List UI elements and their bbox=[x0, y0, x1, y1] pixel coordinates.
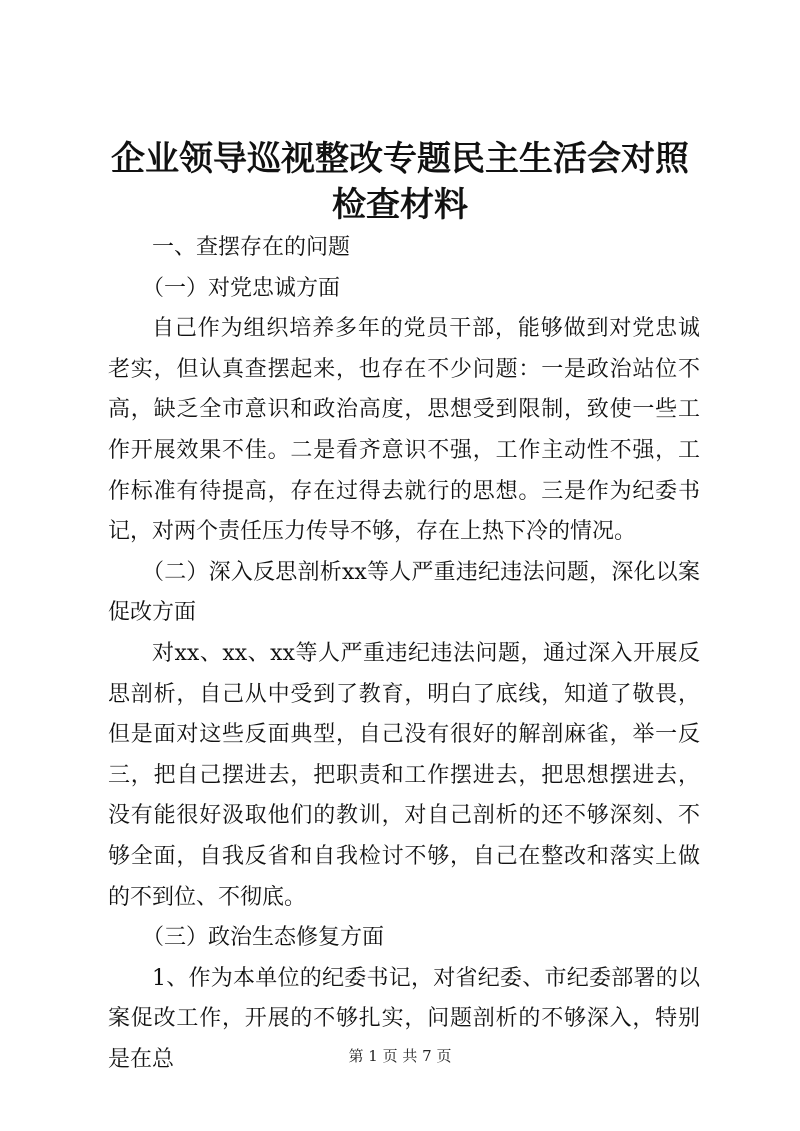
body-paragraph-1: 自己作为组织培养多年的党员干部，能够做到对党忠诚老实，但认真查摆起来，也存在不少问题：一是政治站位不高，缺乏全市意识和政治高度，思想受到限制，致使一些工作开展效果不佳。二是看齐意识不强，工作主动性不强，工作标准有待提高，存在过得去就行的思想。三是作为纪委书记，对两个责任压力传导不够，存在上热下冷的情况。 bbox=[108, 316, 700, 545]
subsection-heading-2: （二）深入反思剖析xx等人严重违纪违法问题，深化以案促改方面 bbox=[108, 559, 700, 626]
subsection-heading-3: （三）政治生态修复方面 bbox=[142, 925, 385, 951]
document-body bbox=[108, 228, 700, 1080]
subsection-heading-1: （一）对党忠诚方面 bbox=[142, 275, 341, 301]
section-heading-1: 一、查摆存在的问题 bbox=[152, 235, 351, 260]
page-footer: 第 1 页 共 7 页 bbox=[348, 1047, 452, 1065]
body-paragraph-2: 对xx、xx、xx等人严重违纪违法问题，通过深入开展反思剖析，自己从中受到了教育，明白了底线，知道了敬畏，但是面对这些反面典型，自己没有很好的解剖麻雀，举一反三，把自己摆进去，把职责和工作摆进去，把思想摆进去，没有能很好汲取他们的教训，对自己剖析的还不够深刻、不够全面，自我反省和自我检讨不够，自己在整改和落实上做的不到位、不彻底。 bbox=[108, 640, 700, 910]
document-title: 企业领导巡视整改专题民主生活会对照检查材料 bbox=[111, 139, 689, 225]
body-paragraph-3: 1、作为本单位的纪委书记，对省纪委、市纪委部署的以案促改工作，开展的不够扎实，问题剖析的不够深入，特别是在总 bbox=[108, 965, 700, 1072]
